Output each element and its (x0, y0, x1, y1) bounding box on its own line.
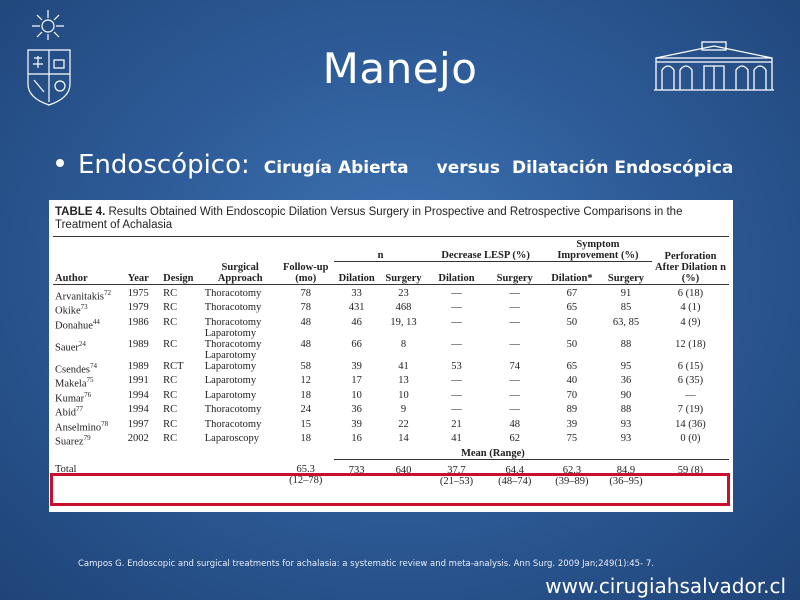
cell-n-surgery: 41 (398, 360, 409, 372)
cell-perforation: 6 (35) (677, 375, 704, 386)
cell-followup: 18 (300, 433, 311, 444)
cell-author (53, 419, 126, 434)
mean-range-row (53, 448, 729, 460)
total-n-dilation: 733 (348, 464, 365, 476)
approach-primary: Thoracotomy (204, 287, 262, 299)
cell-author (53, 390, 126, 405)
cell-followup: 48 (300, 338, 311, 350)
approach-primary: Thoracotomy (204, 302, 262, 313)
cell-author (53, 361, 126, 376)
header-year: Year (126, 262, 161, 285)
cell-sym-dilation: 40 (566, 375, 578, 386)
cell-sym-dilation: 50 (566, 316, 578, 328)
cell-lesp-surgery: 62 (509, 433, 520, 444)
cell-sym-dilation: 89 (566, 404, 578, 415)
group-header-lesp: Decrease LESP (%) (427, 237, 543, 262)
results-table-image (49, 200, 733, 512)
bullet-endoscopic (56, 150, 733, 180)
cell-lesp-dilation: — (451, 316, 462, 328)
approach-primary: Thoracotomy (204, 338, 262, 350)
total-label: Total (55, 464, 77, 475)
cell-author (53, 404, 126, 419)
cell-perforation: 4 (1) (680, 302, 701, 313)
citation: Campos G. Endoscopic and surgical treatments for achalasia: a systematic review and meta-analysis. Ann Surg. 2009 Jan;249(1):45- 7. (78, 559, 654, 569)
approach-primary: Thoracotomy (204, 418, 262, 430)
cell-lesp-surgery: — (509, 302, 520, 313)
cell-design: RC (163, 418, 178, 430)
cell-author (53, 375, 126, 390)
cell-design: RC (163, 287, 178, 299)
author-name: Anselmino (55, 422, 102, 433)
cell-sym-dilation: 70 (566, 389, 578, 401)
total-sym-dilation-range: (39–89) (555, 475, 589, 487)
cell-n-surgery: 10 (398, 389, 409, 401)
cell-sym-dilation: 65 (566, 302, 578, 313)
cell-n-dilation: 39 (351, 360, 362, 372)
bullet-main-text: Endoscópico: (78, 150, 250, 180)
cell-design: RC (163, 302, 178, 313)
cell-n-dilation: 36 (351, 404, 362, 415)
author-name: Arvanitakis (55, 291, 104, 302)
author-name: Csendes (55, 364, 90, 375)
cell-author (53, 284, 126, 302)
group-header-symptom: Symptom Improvement (%) (544, 237, 652, 262)
table-row (53, 302, 729, 317)
cell-design: RC (163, 389, 178, 401)
cell-n-surgery: 13 (398, 375, 409, 386)
author-reference: 78 (101, 419, 109, 428)
cell-approach (203, 361, 278, 376)
cell-author (53, 302, 126, 317)
author-reference: 72 (104, 288, 111, 297)
cell-design: RC (163, 316, 178, 328)
website-url: www.cirugiahsalvador.cl (545, 574, 786, 598)
header-lesp-surgery: Surgery (486, 262, 544, 285)
cell-approach (203, 375, 278, 390)
table-row (53, 433, 729, 448)
cell-design: RC (163, 404, 178, 415)
cell-lesp-dilation: — (451, 287, 462, 299)
bullet-dot-icon (56, 159, 64, 167)
total-sym-surgery-range: (36–95) (609, 475, 643, 487)
cell-n-dilation: 431 (348, 302, 365, 313)
cell-lesp-surgery: — (509, 404, 520, 415)
cell-sym-surgery: 63, 85 (612, 316, 640, 328)
table-caption-text: Results Obtained With Endoscopic Dilation Versus Surgery in Prospective and Retrospective Comparisons in the Treatment of Achalasia (55, 206, 683, 231)
cell-lesp-dilation: — (451, 302, 462, 313)
total-n-surgery: 640 (395, 464, 412, 476)
cell-sym-dilation: 65 (566, 360, 578, 372)
cell-n-surgery: 19, 13 (390, 316, 417, 328)
cell-n-surgery: 9 (400, 404, 407, 415)
author-reference: 77 (76, 405, 83, 413)
author-reference: 74 (90, 361, 97, 370)
header-lesp-dilation: Dilation (427, 262, 485, 285)
cell-author (53, 339, 126, 361)
cell-approach (203, 284, 278, 302)
cell-followup: 48 (300, 316, 311, 328)
cell-approach (203, 433, 278, 448)
group-header-n: n (334, 237, 428, 262)
cell-n-dilation: 39 (351, 418, 362, 430)
header-n-surgery: Surgery (380, 262, 428, 285)
header-author: Author (53, 262, 126, 285)
author-name: Okike (55, 305, 81, 317)
cell-perforation: 14 (36) (675, 418, 706, 430)
cell-year: 1994 (127, 389, 149, 401)
total-lesp-surgery-mean: 64.4 (505, 464, 524, 476)
total-lesp-surgery-range: (48–74) (498, 475, 532, 487)
cell-lesp-surgery: — (509, 287, 520, 299)
author-reference: 73 (80, 303, 88, 311)
cell-n-dilation: 16 (351, 433, 362, 444)
author-name: Kumar (55, 393, 85, 404)
author-reference: 24 (78, 339, 86, 348)
total-followup-mean: 65.3 (296, 464, 315, 475)
cell-sym-dilation: 75 (566, 433, 578, 444)
cell-n-surgery: 22 (398, 418, 409, 430)
cell-n-dilation: 10 (351, 389, 362, 401)
cell-lesp-dilation: 21 (451, 418, 462, 430)
approach-secondary: Laparotomy (204, 327, 257, 339)
cell-design: RCT (163, 360, 184, 372)
author-name: Makela (55, 378, 87, 390)
cell-lesp-surgery: 74 (509, 360, 520, 372)
cell-year: 1997 (127, 418, 149, 430)
header-perforation: Perforation After Dilation n (%) (652, 237, 729, 284)
cell-sym-surgery: 91 (620, 287, 632, 299)
cell-sym-surgery: 85 (620, 302, 632, 313)
cell-sym-dilation: 39 (566, 418, 578, 430)
author-name: Donahue (55, 320, 93, 331)
cell-design: RC (163, 433, 178, 444)
cell-n-surgery: 23 (398, 287, 409, 299)
cell-lesp-surgery: — (509, 389, 520, 401)
total-highlight-box (50, 473, 730, 506)
cell-lesp-dilation: — (451, 389, 462, 401)
mean-range-label: Mean (Range) (334, 448, 652, 460)
approach-primary: Laparoscopy (204, 433, 259, 444)
cell-perforation: — (685, 389, 696, 401)
total-followup-range: (12–78) (289, 475, 323, 486)
bullet-open-surgery: Cirugía Abierta (263, 158, 409, 178)
cell-approach (203, 419, 278, 434)
total-sym-surgery-mean: 84.9 (616, 464, 636, 476)
cell-perforation: 0 (0) (680, 433, 701, 444)
cell-sym-surgery: 90 (620, 389, 632, 401)
cell-sym-dilation: 50 (566, 338, 578, 350)
cell-year: 1989 (127, 338, 149, 350)
cell-sym-surgery: 88 (620, 404, 632, 415)
cell-followup: 58 (300, 360, 311, 372)
total-lesp-dilation-range: (21–53) (439, 475, 474, 487)
cell-lesp-dilation: — (451, 404, 462, 415)
table-row (53, 361, 729, 376)
cell-year: 1989 (127, 360, 149, 372)
table-row (53, 404, 729, 419)
cell-year: 1979 (127, 302, 149, 313)
table-row (53, 317, 729, 339)
bullet-versus: versus (436, 158, 500, 178)
table-row (53, 284, 729, 302)
cell-approach (203, 404, 278, 419)
cell-lesp-dilation: — (451, 375, 462, 386)
cell-year: 1975 (127, 287, 149, 299)
cell-perforation: 12 (18) (675, 338, 706, 350)
cell-n-dilation: 46 (351, 316, 362, 328)
cell-followup: 15 (300, 418, 311, 430)
cell-perforation: 4 (9) (680, 316, 701, 328)
cell-perforation: 6 (15) (677, 360, 704, 372)
cell-year: 1991 (127, 375, 149, 386)
header-design: Design (161, 262, 203, 285)
approach-primary: Thoracotomy (204, 404, 262, 415)
header-sym-surgery: Surgery (600, 262, 652, 285)
approach-primary: Laparotomy (204, 389, 257, 401)
cell-sym-surgery: 88 (620, 338, 632, 350)
table-row (53, 390, 729, 405)
cell-n-surgery: 14 (398, 433, 409, 444)
approach-primary: Thoracotomy (204, 316, 262, 328)
cell-lesp-dilation: 41 (451, 433, 462, 444)
cell-perforation: 7 (19) (677, 404, 704, 415)
approach-primary: Laparotomy (204, 375, 257, 386)
slide-title: Manejo (322, 44, 478, 93)
author-name: Suarez (55, 436, 84, 448)
table-row (53, 375, 729, 390)
cell-followup: 78 (300, 302, 311, 313)
cell-n-dilation: 66 (351, 338, 362, 350)
total-lesp-dilation-mean: 37.7 (447, 464, 466, 476)
cell-lesp-surgery: — (509, 316, 520, 328)
cell-year: 1994 (127, 404, 149, 415)
cell-followup: 18 (300, 389, 311, 401)
cell-followup: 78 (300, 287, 311, 299)
table-row (53, 339, 729, 361)
table-label: TABLE 4. (55, 206, 106, 218)
author-reference: 44 (92, 317, 100, 326)
header-n-dilation: Dilation (334, 262, 380, 285)
cell-followup: 12 (300, 375, 311, 386)
results-table (53, 237, 729, 487)
cell-n-surgery: 468 (395, 302, 412, 313)
approach-secondary: Laparotomy (204, 349, 257, 361)
header-sym-dilation: Dilation* (544, 262, 600, 285)
cell-lesp-surgery: — (509, 375, 520, 386)
cell-approach (203, 339, 278, 361)
cell-design: RC (163, 338, 178, 350)
cell-perforation: 6 (18) (677, 287, 704, 299)
cell-author (53, 317, 126, 339)
cell-n-surgery: 8 (400, 338, 407, 350)
header-followup: Follow-up (mo) (278, 262, 334, 285)
author-reference: 75 (86, 376, 94, 384)
cell-sym-surgery: 93 (620, 433, 632, 444)
author-name: Abid (55, 407, 76, 419)
approach-primary: Laparotomy (204, 360, 257, 372)
cell-author (53, 433, 126, 448)
cell-year: 2002 (127, 433, 149, 444)
cell-n-dilation: 17 (351, 375, 362, 386)
cell-lesp-dilation: — (451, 338, 462, 350)
bullet-dilation: Dilatación Endoscópica (511, 158, 734, 178)
cell-sym-dilation: 67 (566, 287, 578, 299)
table-row (53, 419, 729, 434)
author-reference: 76 (84, 390, 92, 399)
cell-lesp-dilation: 53 (451, 360, 462, 372)
total-perforation: 59 (8) (677, 464, 704, 476)
cell-approach (203, 317, 278, 339)
cell-lesp-surgery: 48 (509, 418, 520, 430)
author-name: Sauer (55, 342, 79, 353)
cell-sym-surgery: 95 (620, 360, 632, 372)
cell-sym-surgery: 36 (620, 375, 632, 386)
cell-year: 1986 (127, 316, 149, 328)
cell-approach (203, 302, 278, 317)
table-caption (53, 206, 729, 232)
cell-followup: 24 (300, 404, 311, 415)
author-reference: 79 (83, 434, 91, 442)
header-approach: Surgical Approach (203, 262, 278, 285)
cell-design: RC (163, 375, 178, 386)
cell-approach (203, 390, 278, 405)
cell-sym-surgery: 93 (620, 418, 632, 430)
cell-n-dilation: 33 (351, 287, 362, 299)
total-sym-dilation-mean: 62.3 (562, 464, 582, 476)
cell-lesp-surgery: — (509, 338, 520, 350)
